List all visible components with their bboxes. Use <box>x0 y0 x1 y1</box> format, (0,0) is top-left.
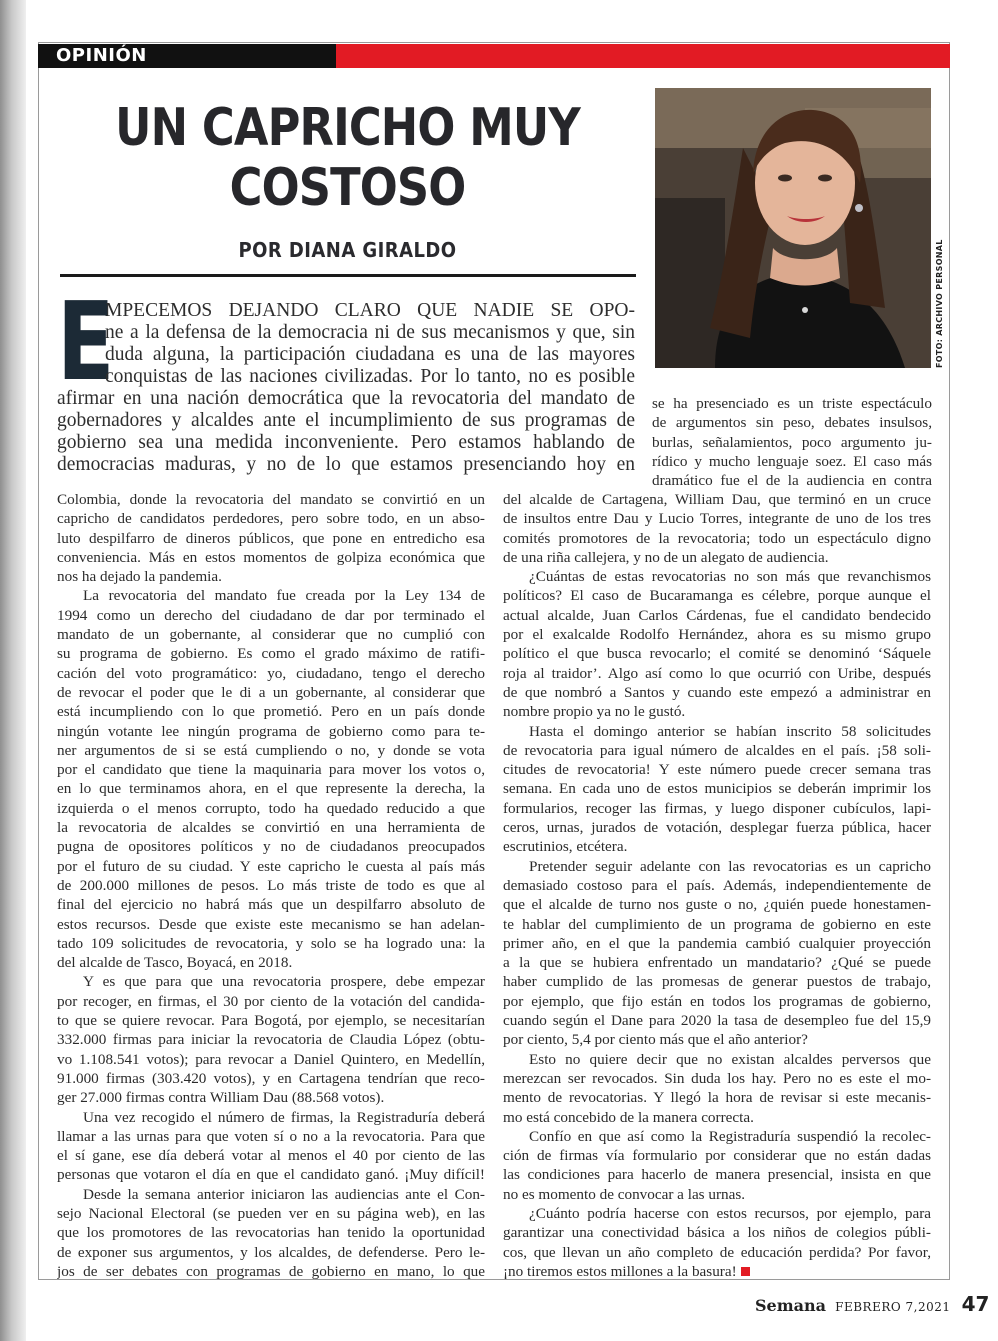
lead-line: afirmar en una nación democrática que la revocatoria del mandato de <box>57 388 635 409</box>
body-line: en lo que terminamos ahora, en el que represente la derecha, la <box>57 780 485 798</box>
body-line: por el futuro de su ciudad. Y este capricho le cuesta al país más <box>57 857 485 875</box>
body-line: primer año, en el que la pandemia cambió cualquier proyección <box>503 934 931 952</box>
body-line: te hablar del cumplimiento de un programa de gobierno en este <box>503 915 931 933</box>
body-line: ción de firmas vía formulario por considerar que no están dadas <box>503 1147 931 1165</box>
body-line: ceros, urnas, jurados de votación, desplegar fuerza pública, hacer <box>503 819 931 837</box>
body-line: está incumpliendo con lo que prometió. Pero en un país donde <box>57 703 485 721</box>
author-photo <box>655 88 931 368</box>
body-line: ¿Cuánto podría hacerse con estos recursos, por ejemplo, para <box>529 1204 931 1222</box>
section-bar <box>38 44 950 68</box>
headline-rule <box>60 274 636 277</box>
body-line: nombre propio ya no le gustó. <box>503 703 686 721</box>
lead-line: gobierno sea una medida inconveniente. Pero estamos hablando de <box>57 432 635 453</box>
body-line: haber cumplido de las promesas de generar puestos de trabajo, <box>503 973 931 991</box>
body-line: Colombia, donde la revocatoria del mandato se convirtió en un <box>57 491 485 508</box>
body-line: por ejemplo, que fijo están en todos los programas de gobierno, <box>503 992 931 1010</box>
body-line: escrutinios, etcétera. <box>503 838 628 856</box>
body-line: capricho de candidatos perdedores, pero sobre todo, en un abso- <box>57 510 485 528</box>
lead-line: duda alguna, la participación ciudadana es una de las mayores <box>105 344 635 365</box>
body-line: del alcalde de Tasco, Boyacá, en 2018. <box>57 954 293 972</box>
body-line: final del ejercicio no habrá más que un despilfarro absoluto de <box>57 896 485 914</box>
body-line: cos, que llevan un año completo de educación perdida? Por favor, <box>503 1243 931 1261</box>
body-line: demasiado costoso para el país. Además, independientemente de <box>503 876 931 894</box>
lead-line: ne a la defensa de la democracia ni de sus mecanismos y que, sin <box>105 322 635 343</box>
body-line: la revocatoria de alcaldes se convirtió en una herramienta de <box>57 819 485 837</box>
body-line: mandato de un gobernante, al considerar que no cumplió con <box>57 626 485 644</box>
body-line: 91.000 firmas (303.420 votos), y en Cartagena tendrían que reco- <box>57 1069 485 1087</box>
body-line: citudes de revocatoria! Y este número puede crecer semana tras <box>503 761 931 779</box>
body-line: de revocar el poder que le di a un gobernante, al considerar que <box>57 683 485 701</box>
photo-credit-text: FOTO: ARCHIVO PERSONAL <box>935 239 944 368</box>
drop-cap: E <box>57 280 115 405</box>
section-bar-red <box>336 44 950 68</box>
lead-line: democracias maduras, y no de lo que estamos presenciando hoy en <box>57 454 635 475</box>
body-line: de que nombró a Santos y cuando este empezó a administrar en <box>503 683 931 701</box>
body-line: no es momento de convocar a las urnas. <box>503 1185 746 1203</box>
body-line: nos ha dejado la pandemia. <box>57 568 222 586</box>
body-line: por ciento, 5,4 por ciento más que el año anterior? <box>503 1031 808 1049</box>
page-number: 47 <box>961 1292 990 1316</box>
body-line: político el que busca revocarlo; el comité se denominó ‘Sáquele <box>503 645 931 663</box>
body-line: del alcalde de Cartagena, William Dau, que terminó en un cruce <box>503 491 931 508</box>
body-line: jos de ser debates con programas de gobierno en mano, lo que <box>57 1262 485 1280</box>
body-line: burlas, señalamientos, poco argumento ju- <box>652 433 932 451</box>
body-line: mento de revocatorias. Y llegó la hora de revisar si este mecanis- <box>503 1089 931 1107</box>
body-line: ger 27.000 firmas contra William Dau (88.568 votos). <box>57 1089 385 1107</box>
body-line: to que se quiere revocar. Para Bogotá, por ejemplo, se necesitarían <box>57 1012 485 1030</box>
body-line: a la que se hubiera enfrentado un mandatario? ¿Qué se puede <box>503 954 931 972</box>
body-line: se ha presenciado es un triste espectáculo <box>652 395 932 412</box>
body-line: ner argumentos de si se está cumpliendo o no, y donde se vota <box>57 741 485 759</box>
body-line: que el alcalde de turno nos guste o no, ¿quién puede honestamen- <box>503 896 931 914</box>
body-line: Hasta el domingo anterior se habían inscrito 58 solicitudes <box>529 722 931 740</box>
body-line: vo 1.108.541 votos); para revocar a Daniel Quintero, en Medellín, <box>57 1050 485 1068</box>
body-line: formularios, recoger las firmas, y luego disponer cubículos, lapi- <box>503 799 931 817</box>
lead-line: conquistas de las naciones civilizadas. Por lo tanto, no es posible <box>105 366 635 387</box>
body-line: llamar a las urnas para que voten sí o no a la revocatoria. Para que <box>57 1127 485 1145</box>
body-column-2 <box>503 490 931 1281</box>
body-line: por el exalcalde Rodolfo Hernández, ahora es su mismo grupo <box>503 626 931 644</box>
body-line: roja al traidor’. Algo así como lo que ocurrió con Uribe, después <box>503 664 931 682</box>
page-footer <box>755 1292 989 1316</box>
end-mark-icon <box>741 1267 750 1276</box>
magazine-name: Semana <box>755 1296 827 1315</box>
body-line: pugna de opositores políticos y no de ciudadanos preocupados <box>57 838 485 856</box>
body-line: luto despilfarro de dineros públicos, que pone en entredicho esa <box>57 529 485 547</box>
body-line: Esto no quiere decir que no existan alcaldes perversos que <box>529 1050 931 1068</box>
issue-date: FEBRERO 7,2021 <box>835 1300 951 1314</box>
headline: UN CAPRICHO MUY COSTOSO <box>115 98 580 218</box>
byline: POR DIANA GIRALDO <box>238 238 457 262</box>
body-line: Confío en que así como la Registraduría suspendió la recolec- <box>529 1127 931 1145</box>
body-line: cación del voto programático: yo, ciudadano, tengo el derecho <box>57 664 485 682</box>
body-line: Y es que para que una revocatoria prospere, debe empezar <box>83 973 485 991</box>
lead-line: gobernadores y alcaldes ante el incumplimiento de sus programas de <box>57 410 635 431</box>
body-line: actual alcalde, Juan Carlos Cárdenas, fue el candidato bendecido <box>503 606 931 624</box>
body-line: de 200.000 millones de pesos. Lo más triste de todo es que al <box>57 876 485 894</box>
body-line: conveniencia. Más en estos momentos de golpiza económica que <box>57 548 485 566</box>
body-line: estos recursos. Desde que existe este mecanismo se han adelan- <box>57 915 485 933</box>
author-photo-illustration <box>655 88 931 368</box>
body-line: Pretender seguir adelante con las revocatorias es un capricho <box>529 857 931 875</box>
body-line: de insultos entre Dau y Lucio Torres, integrante de uno de los tres <box>503 510 931 528</box>
body-line: que los promotores de las revocatorias han tenido la oportunidad <box>57 1224 485 1242</box>
body-line: semana. En cada uno de estos municipios se deberán imprimir los <box>503 780 931 798</box>
photo-credit <box>935 239 998 368</box>
lead-line: MPECEMOS DEJANDO CLARO QUE NADIE SE OPO- <box>105 300 635 321</box>
body-line: de revocatoria para igual número de alcaldes en el país. ¡58 soli- <box>503 741 931 759</box>
body-line: personas que votaron el día en que el candidato ganó. ¡Muy difícil! <box>57 1166 485 1184</box>
body-line: 1994 como un derecho del ciudadano de dar por terminado el <box>57 606 485 624</box>
body-column-1 <box>57 490 485 1281</box>
body-line: garantizar una conectividad básica a los niños de colegios públi- <box>503 1224 931 1242</box>
lead-paragraph <box>57 280 635 476</box>
body-line: las condiciones para hacerlo de manera presencial, insista en que <box>503 1166 931 1184</box>
body-line-final <box>503 1262 931 1281</box>
body-line: comités promotores de la revocatoria; todo un espectáculo digno <box>503 529 931 547</box>
page-spine-shadow <box>0 0 26 1341</box>
body-line: ¿Cuántas de estas revocatorias no son más que revanchismos <box>529 568 931 586</box>
body-line: rídico y mucho lenguaje soez. El caso más <box>652 452 932 470</box>
body-line: ningún votante lee ningún programa de gobierno como para te- <box>57 722 485 740</box>
body-line: de argumentos sin peso, debates insulsos, <box>652 414 932 432</box>
body-column-2-top <box>652 394 932 490</box>
section-label: OPINIÓN <box>56 45 147 66</box>
body-line: por el candidato que tiene la maquinaria para mover los votos o, <box>57 761 485 779</box>
body-line: cuando según el Dane para 2020 la tasa de desempleo fue del 15,9 <box>503 1012 931 1030</box>
body-line: izquierda o el menos corrupto, todo ha quedado reducido a que <box>57 799 485 817</box>
body-line: La revocatoria del mandato fue creada por la Ley 134 de <box>83 587 485 605</box>
body-line: sejo Nacional Electoral (se pueden ver en su página web), en las <box>57 1204 485 1222</box>
body-line: Desde la semana anterior iniciaron las audiencias ante el Con- <box>83 1185 485 1203</box>
body-line: mo está concebido de la manera correcta. <box>503 1108 754 1126</box>
body-line: tado 109 solicitudes de revocatoria, y solo se ha logrado una: la <box>57 934 485 952</box>
body-line: merezcan ser revocados. Sin duda los hay. Pero no es este el mo- <box>503 1069 931 1087</box>
body-line: 332.000 firmas para iniciar la revocatoria de Claudia López (obtu- <box>57 1031 485 1049</box>
body-line: de una riña callejera, y no de un alegato de audiencia. <box>503 548 829 566</box>
body-line: políticos? El caso de Bucaramanga es célebre, porque aunque el <box>503 587 931 605</box>
body-line: Una vez recogido el número de firmas, la Registraduría deberá <box>83 1108 485 1126</box>
body-line: el sí gane, ese día deberá votar al menos el 40 por ciento de las <box>57 1147 485 1165</box>
body-line: dramático fue el de la audiencia en contra <box>652 472 932 490</box>
body-line: su programa de gobierno. Es como el grado máximo de ratifi- <box>57 645 485 663</box>
body-line: de exponer sus argumentos, y los alcaldes, de defenderse. Pero le- <box>57 1243 485 1261</box>
final-sentence: ¡no tiremos estos millones a la basura! <box>503 1262 737 1280</box>
body-line: por recoger, en firmas, el 30 por ciento de la votación del candida- <box>57 992 485 1010</box>
